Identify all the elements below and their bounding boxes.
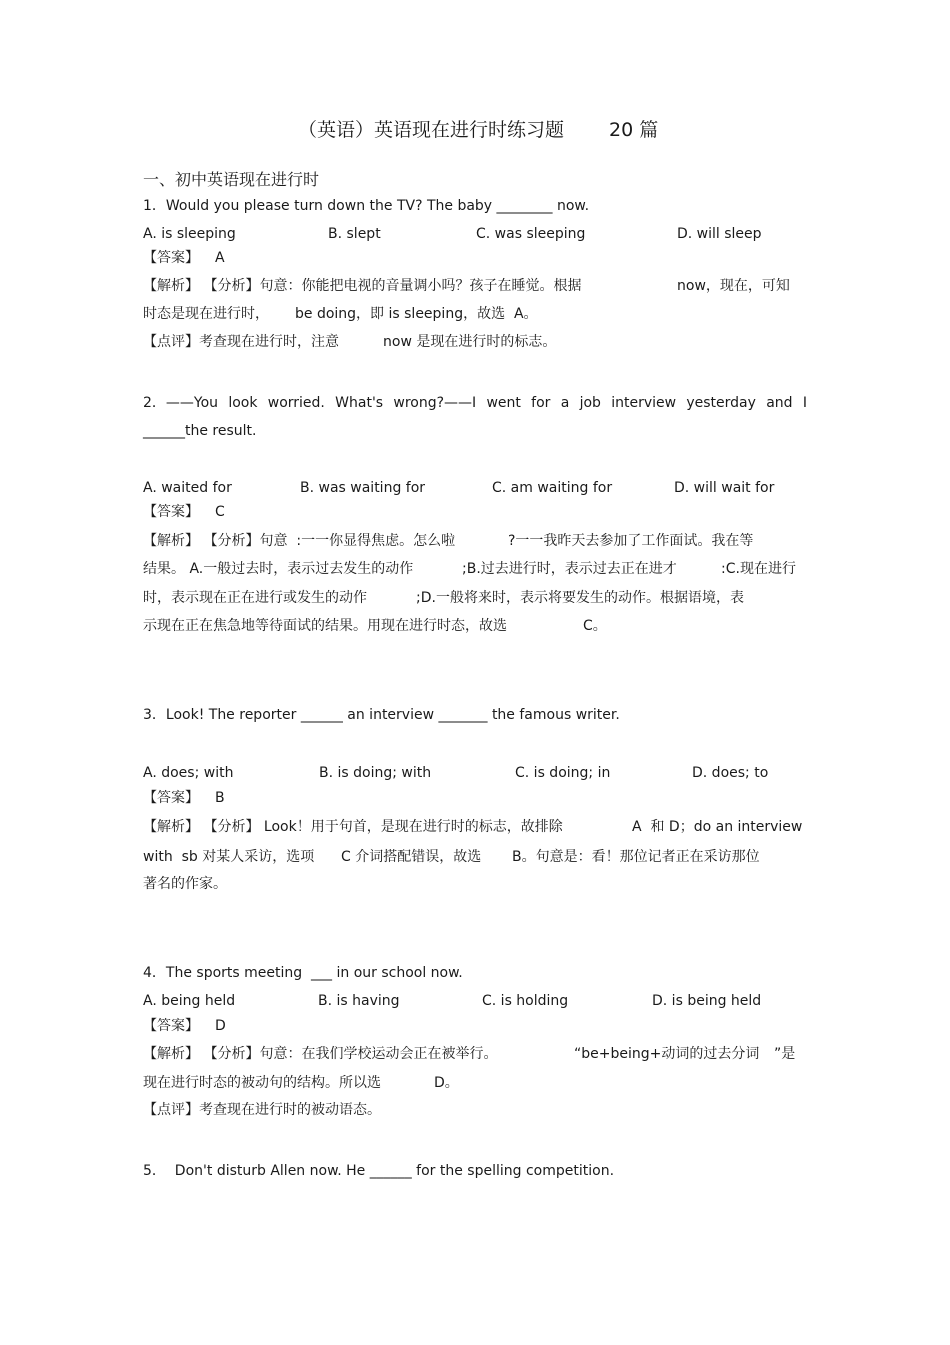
question-3-analysis: 【解析】 【分析】 Look！用于句首，是现在进行时的标志，故排除 [143, 819, 563, 835]
question-1-answer-label: 【答案】 [143, 250, 199, 266]
question-4-analysis: ”是 [774, 1046, 796, 1062]
question-1-analysis: now，现在，可知 [677, 278, 790, 294]
question-3-answer-label: 【答案】 [143, 790, 199, 806]
stem-word: wrong?——I [393, 395, 477, 411]
question-2-stem-line2: ______the result. [143, 423, 257, 439]
question-2-option-d: D. will wait for [674, 480, 775, 496]
question-4-comment: 【点评】考查现在进行时的被动语态。 [143, 1102, 381, 1118]
stem-word: look [228, 395, 258, 411]
stem-word: 2．——You [143, 395, 219, 411]
question-1-answer: A [215, 250, 225, 266]
question-4-stem: 4．The sports meeting ___ in our school now. [143, 965, 463, 981]
question-1-option-a: A. is sleeping [143, 226, 236, 242]
question-4-analysis: D。 [434, 1075, 459, 1091]
question-3-option-b: B. is doing; with [319, 765, 432, 781]
question-2-analysis: ;B.过去进行时，表示过去正在进才 [462, 561, 677, 577]
question-1-option-c: C. was sleeping [476, 226, 586, 242]
question-2-option-b: B. was waiting for [300, 480, 426, 496]
question-2-analysis: 【解析】 【分析】句意 :一一你显得焦虑。怎么啦 [143, 533, 456, 549]
question-3-analysis: with sb 对某人采访，选项 [143, 849, 315, 865]
question-2-analysis: ;D.一般将来时，表示将要发生的动作。根据语境，表 [416, 590, 744, 606]
question-3-analysis: 著名的作家。 [143, 876, 227, 892]
question-2-answer-label: 【答案】 [143, 504, 199, 520]
question-2-analysis: 示现在正在焦急地等待面试的结果。用现在进行时态，故选 [143, 618, 507, 634]
question-4-option-c: C. is holding [482, 993, 569, 1009]
question-4-option-b: B. is having [318, 993, 400, 1009]
question-1-analysis: be doing，即 is sleeping，故选 A。 [295, 306, 538, 322]
question-2-option-a: A. waited for [143, 480, 232, 496]
section-heading: 一、初中英语现在进行时 [143, 170, 320, 189]
question-2-stem [143, 394, 807, 412]
question-3-option-a: A. does; with [143, 765, 234, 781]
question-5-stem: 5． Don't disturb Allen now. He ______ for the spelling competition. [143, 1163, 615, 1179]
stem-word: What's [335, 395, 384, 411]
stem-word: yesterday [686, 395, 756, 411]
question-3-analysis: A 和 D；do an interview [632, 819, 803, 835]
page-title: （英语）英语现在进行时练习题 [298, 119, 565, 141]
question-3-analysis: B。句意是：看！那位记者正在采访那位 [512, 849, 760, 865]
question-3-analysis: C 介词搭配错误，故选 [341, 849, 482, 865]
stem-word: worried. [267, 395, 325, 411]
question-1-analysis: 【解析】 【分析】句意：你能把电视的音量调小吗？孩子在睡觉。根据 [143, 278, 582, 294]
stem-word: I [802, 395, 807, 411]
page-title-suffix: 20 篇 [609, 119, 659, 141]
question-4-analysis: 【解析】 【分析】句意：在我们学校运动会正在被举行。 [143, 1046, 498, 1062]
stem-word: and [766, 395, 793, 411]
stem-word: job [579, 395, 601, 411]
stem-word: for [531, 395, 551, 411]
question-2-analysis: ?一一我昨天去参加了工作面试。我在等 [508, 533, 754, 549]
question-4-answer: D [215, 1018, 226, 1034]
question-4-option-a: A. being held [143, 993, 236, 1009]
question-1-comment: now 是现在进行时的标志。 [383, 334, 557, 350]
question-4-analysis: “be+being+动词的过去分词 [574, 1046, 760, 1062]
question-3-answer: B [215, 790, 225, 806]
stem-word: a [560, 395, 570, 411]
question-2-analysis: :C.现在进行 [721, 561, 796, 577]
question-3-stem: 3．Look! The reporter ______ an interview _______ the famous writer. [143, 707, 620, 723]
question-1-option-d: D. will sleep [677, 226, 762, 242]
question-2-analysis: 结果。 A.一般过去时，表示过去发生的动作 [143, 561, 414, 577]
stem-word: went [486, 395, 521, 411]
question-1-comment: 【点评】考查现在进行时，注意 [143, 334, 339, 350]
question-2-analysis: 时，表示现在正在进行或发生的动作 [143, 590, 367, 606]
question-1-option-b: B. slept [328, 226, 381, 242]
stem-word: interview [611, 395, 677, 411]
question-1-analysis: 时态是现在进行时， [143, 306, 269, 322]
question-3-option-d: D. does; to [692, 765, 769, 781]
question-2-option-c: C. am waiting for [492, 480, 613, 496]
question-2-analysis: C。 [583, 618, 607, 634]
question-4-analysis: 现在进行时态的被动句的结构。所以选 [143, 1075, 381, 1091]
question-4-answer-label: 【答案】 [143, 1018, 199, 1034]
question-2-answer: C [215, 504, 225, 520]
question-4-option-d: D. is being held [652, 993, 762, 1009]
question-1-stem: 1．Would you please turn down the TV? The baby ________ now. [143, 198, 590, 214]
question-3-option-c: C. is doing; in [515, 765, 611, 781]
